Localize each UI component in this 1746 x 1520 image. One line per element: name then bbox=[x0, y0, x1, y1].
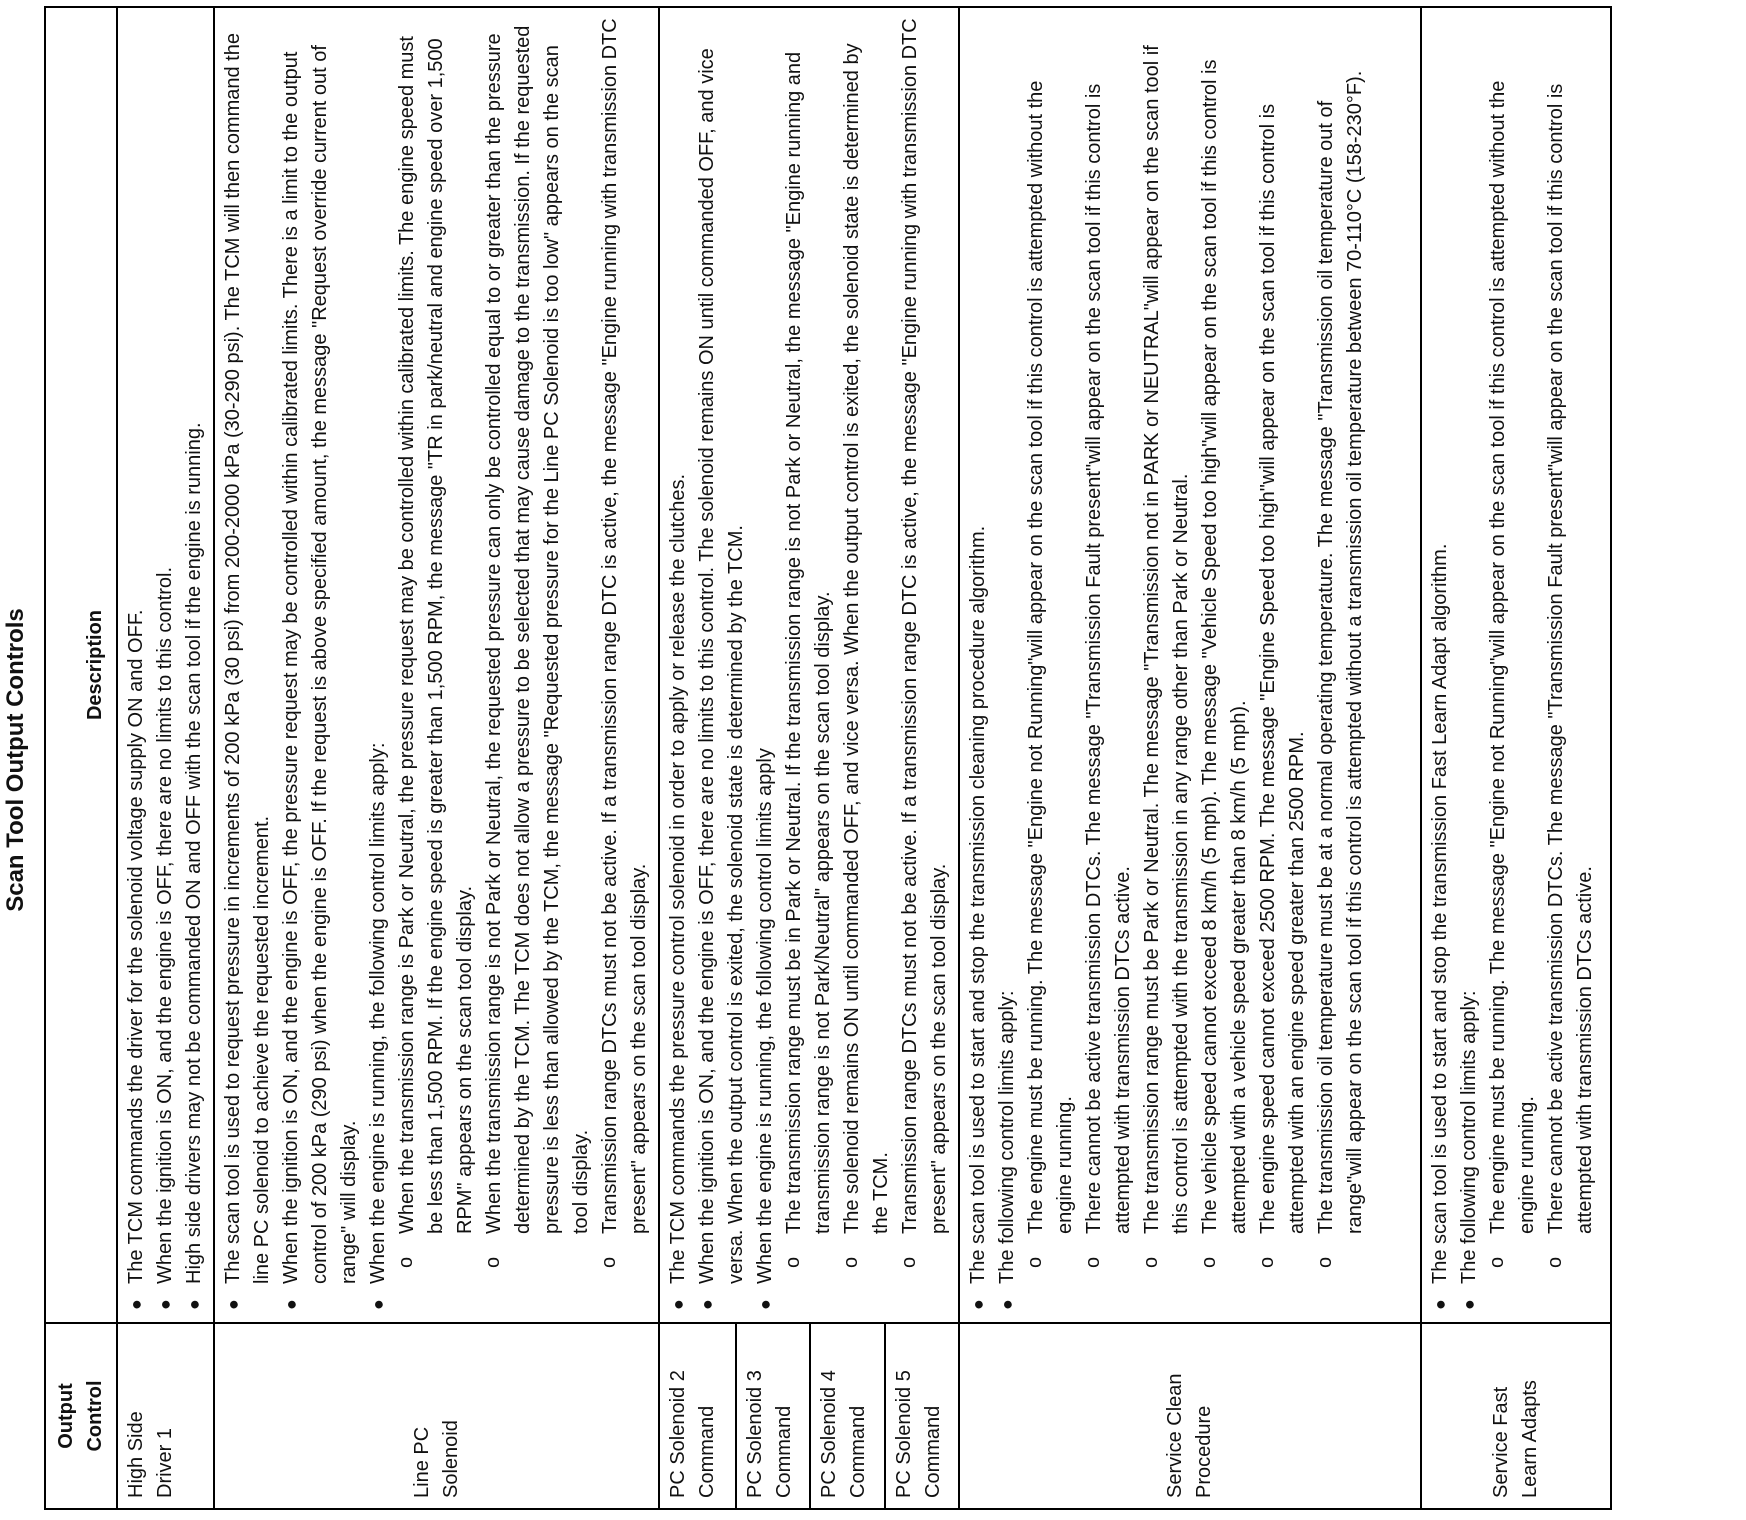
description-cell bbox=[659, 7, 959, 1323]
output-controls-table bbox=[44, 6, 1612, 1510]
bullet-item: ● The TCM commands the driver for the solenoid voltage supply ON and OFF. bbox=[122, 18, 151, 1312]
bullet-item: ● When the ignition is ON, and the engine is OFF, there are no limits to this control. bbox=[151, 18, 180, 1312]
sub-bullet-item: o The engine speed cannot exceed 2500 RPM. The message "Engine Speed too high"will appear on the scan tool if this control is attempted with an engine speed greater than 2500 RPM. bbox=[1254, 18, 1312, 1284]
table-row bbox=[659, 7, 736, 1509]
output-control-cell: Service Fast Learn Adapts bbox=[1421, 1323, 1611, 1509]
sub-bullet-item: o The solenoid remains ON until commanded OFF, and vice versa. When the output control is exited, the solenoid state is determined by the TCM. bbox=[838, 18, 896, 1284]
description-cell bbox=[959, 7, 1421, 1323]
bullet-item bbox=[993, 18, 1370, 1312]
bullet-item bbox=[364, 18, 654, 1312]
header-description: Description bbox=[45, 7, 117, 1323]
sub-bullet-item: o The transmission range must be Park or Neutral. The message "Transmission not in PARK or NEUTRAL"will appear on the scan tool if this control is attempted with the transmission in any range other than Park or Neutral. bbox=[1138, 18, 1196, 1284]
bullet-item: ● The TCM commands the pressure control solenoid in order to apply or release the clutches. bbox=[664, 18, 693, 1312]
bullet-item bbox=[751, 18, 954, 1312]
sub-bullet-item: o When the transmission range is Park or Neutral, the pressure request may be controlled within calibrated limits. The engine speed must be less than 1,500 RPM. If the engine speed is greater than 1,500 RPM, the message "TR in park/neutral and engine speed over 1,500 RPM" appears on the scan tool display. bbox=[393, 18, 480, 1284]
sub-bullet-item: o There cannot be active transmission DTCs. The message "Transmission Fault present"will appear on the scan tool if this control is attempted with transmission DTCs active. bbox=[1542, 18, 1600, 1284]
sub-bullet-item: o The transmission range must be in Park or Neutral. If the transmission range is not Park or Neutral, the message "Engine running and transmission range is not Park/Neutral" appears on the scan tool display. bbox=[780, 18, 838, 1284]
bullet-item: ● The scan tool is used to request pressure in increments of 200 kPa (30 psi) from 200-2000 kPa (30-290 psi). The TCM will then command the line PC solenoid to achieve the requested increment. bbox=[219, 18, 277, 1312]
table-row bbox=[117, 7, 214, 1509]
bullet-text: When the engine is running, the following control limits apply bbox=[754, 748, 776, 1284]
bullet-item: ● The scan tool is used to start and stop the transmission Fast Learn Adapt algorithm. bbox=[1426, 18, 1455, 1312]
sub-bullet-item: o The vehicle speed cannot exceed 8 km/h (5 mph). The message "Vehicle Speed too high"will appear on the scan tool if this control is attempted with a vehicle speed greater than 8 km/h (5 mph). bbox=[1196, 18, 1254, 1284]
sub-bullet-item: o When the transmission range is not Park or Neutral, the requested pressure can only be controlled equal to or greater than the pressure determined by the TCM. The TCM does not allow a pressure to be selected that may cause damage to the transmission. If the requested pressure is less than allowed by the TCM, the message "Requested pressure for the Line PC Solenoid is too low" appears on the scan tool display. bbox=[480, 18, 596, 1284]
sub-bullet-item: o The transmission oil temperature must be at a normal operating temperature. The message "Transmission oil temperature out of range"will appear on the scan tool if this control is attempted without a transmission oil temperature between 70-110°C (158-230°F). bbox=[1312, 18, 1370, 1284]
header-output-control: Output Control bbox=[45, 1323, 117, 1509]
description-cell bbox=[1421, 7, 1611, 1323]
bullet-item: ● The scan tool is used to start and stop the transmission cleaning procedure algorithm. bbox=[964, 18, 993, 1312]
output-control-cell: Service Clean Procedure bbox=[959, 1323, 1421, 1509]
sub-bullet-item: o There cannot be active transmission DTCs. The message "Transmission Fault present"will appear on the scan tool if this control is attempted with transmission DTCs active. bbox=[1080, 18, 1138, 1284]
sub-bullet-item: o Transmission range DTCs must not be active. If a transmission range DTC is active, the message "Engine running with transmission DTC present" appears on the scan tool display. bbox=[596, 18, 654, 1284]
sub-bullet-item: o The engine must be running. The message "Engine not Running"will appear on the scan tool if this control is attempted without the engine running. bbox=[1022, 18, 1080, 1284]
output-control-cell: Line PC Solenoid bbox=[214, 1323, 659, 1509]
bullet-item bbox=[1455, 18, 1600, 1312]
output-control-cell: PC Solenoid 4 Command bbox=[810, 1323, 884, 1509]
bullet-text: When the engine is running, the following control limits apply: bbox=[367, 742, 389, 1284]
bullet-item: ● High side drivers may not be commanded ON and OFF with the scan tool if the engine is running. bbox=[180, 18, 209, 1312]
bullet-text: The following control limits apply: bbox=[996, 990, 1018, 1284]
page-title: Scan Tool Output Controls bbox=[2, 608, 29, 912]
bullet-item: ● When the ignition is ON, and the engine is OFF, the pressure request may be controlled within calibrated limits. There is a limit to the output control of 200 kPa (290 psi) when the engine is OFF. If the request is above specified amount, the message "Request override current out of range" will display. bbox=[277, 18, 364, 1312]
output-control-cell: PC Solenoid 2 Command bbox=[659, 1323, 736, 1509]
output-control-cell: High Side Driver 1 bbox=[117, 1323, 214, 1509]
description-cell bbox=[117, 7, 214, 1323]
sub-bullet-item: o The engine must be running. The message "Engine not Running"will appear on the scan tool if this control is attempted without the engine running. bbox=[1484, 18, 1542, 1284]
output-control-cell: PC Solenoid 3 Command bbox=[736, 1323, 810, 1509]
table-row bbox=[1421, 7, 1611, 1509]
table-row bbox=[959, 7, 1421, 1509]
header-row bbox=[45, 7, 117, 1509]
bullet-item: ● When the ignition is ON, and the engine is OFF, there are no limits to this control. The solenoid remains ON until commanded OFF, and vice versa. When the output control is exited, the solenoid state is determined by the TCM. bbox=[693, 18, 751, 1312]
sub-bullet-item: o Transmission range DTCs must not be active. If a transmission range DTC is active, the message "Engine running with transmission DTC present" appears on the scan tool display. bbox=[896, 18, 954, 1284]
output-control-cell: PC Solenoid 5 Command bbox=[885, 1323, 960, 1509]
bullet-text: The following control limits apply: bbox=[1458, 990, 1480, 1284]
table-row bbox=[214, 7, 659, 1509]
description-cell bbox=[214, 7, 659, 1323]
